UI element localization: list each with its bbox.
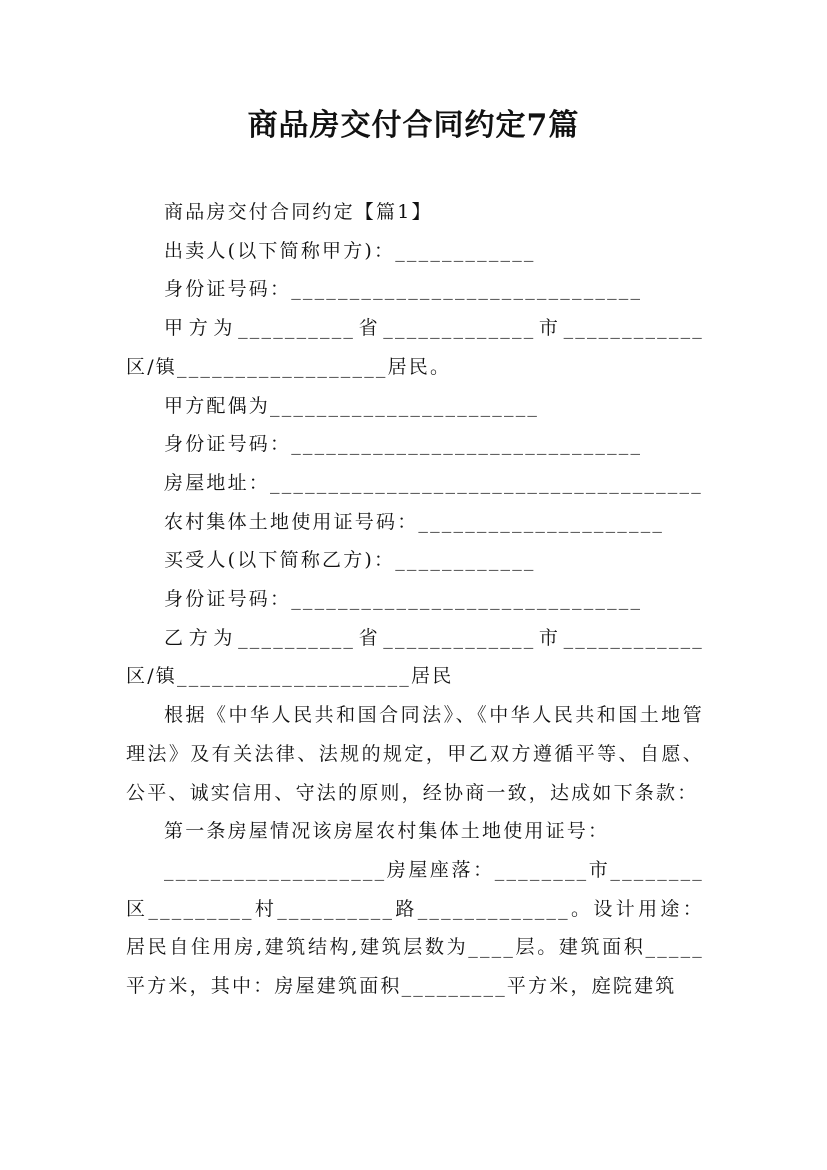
land-certificate-field: 农村集体土地使用证号码：_____________________: [164, 510, 665, 533]
buyer-field: 买受人(以下简称乙方)：____________: [164, 549, 536, 572]
document-body: [126, 193, 704, 1006]
buyer-id-field: 身份证号码：______________________________: [164, 588, 643, 611]
seller-residence-field: 甲方为__________省_____________市____________区/镇__________________居民。: [126, 317, 704, 378]
section-heading: 商品房交付合同约定【篇1】: [164, 201, 433, 223]
house-address-field: 房屋地址：_____________________________________: [164, 471, 703, 494]
preamble-paragraph: 根据《中华人民共和国合同法》、《中华人民共和国土地管理法》及有关法律、法规的规定，甲乙双方遵循平等、自愿、公平、诚实信用、守法的原则，经协商一致，达成如下条款：: [126, 704, 704, 804]
article-one-body: ___________________房屋座落：________市________区_________村__________路_____________。设计用途：居民自住用房,建筑结构,建筑层数为____层。建筑面积_____平方米，其中：房屋建筑面积_________平方米，庭院建筑: [126, 858, 704, 998]
seller-id-field: 身份证号码：______________________________: [164, 278, 643, 301]
seller-field: 出卖人(以下简称甲方)：____________: [164, 239, 536, 262]
buyer-residence-field: 乙方为__________省_____________市____________区/镇____________________居民: [126, 626, 704, 688]
seller-spouse-field: 甲方配偶为_______________________: [164, 394, 540, 417]
document-title: 商品房交付合同约定7篇: [247, 108, 580, 143]
article-one-heading: 第一条房屋情况该房屋农村集体土地使用证号：: [164, 820, 610, 843]
spouse-id-field: 身份证号码：______________________________: [164, 433, 643, 456]
